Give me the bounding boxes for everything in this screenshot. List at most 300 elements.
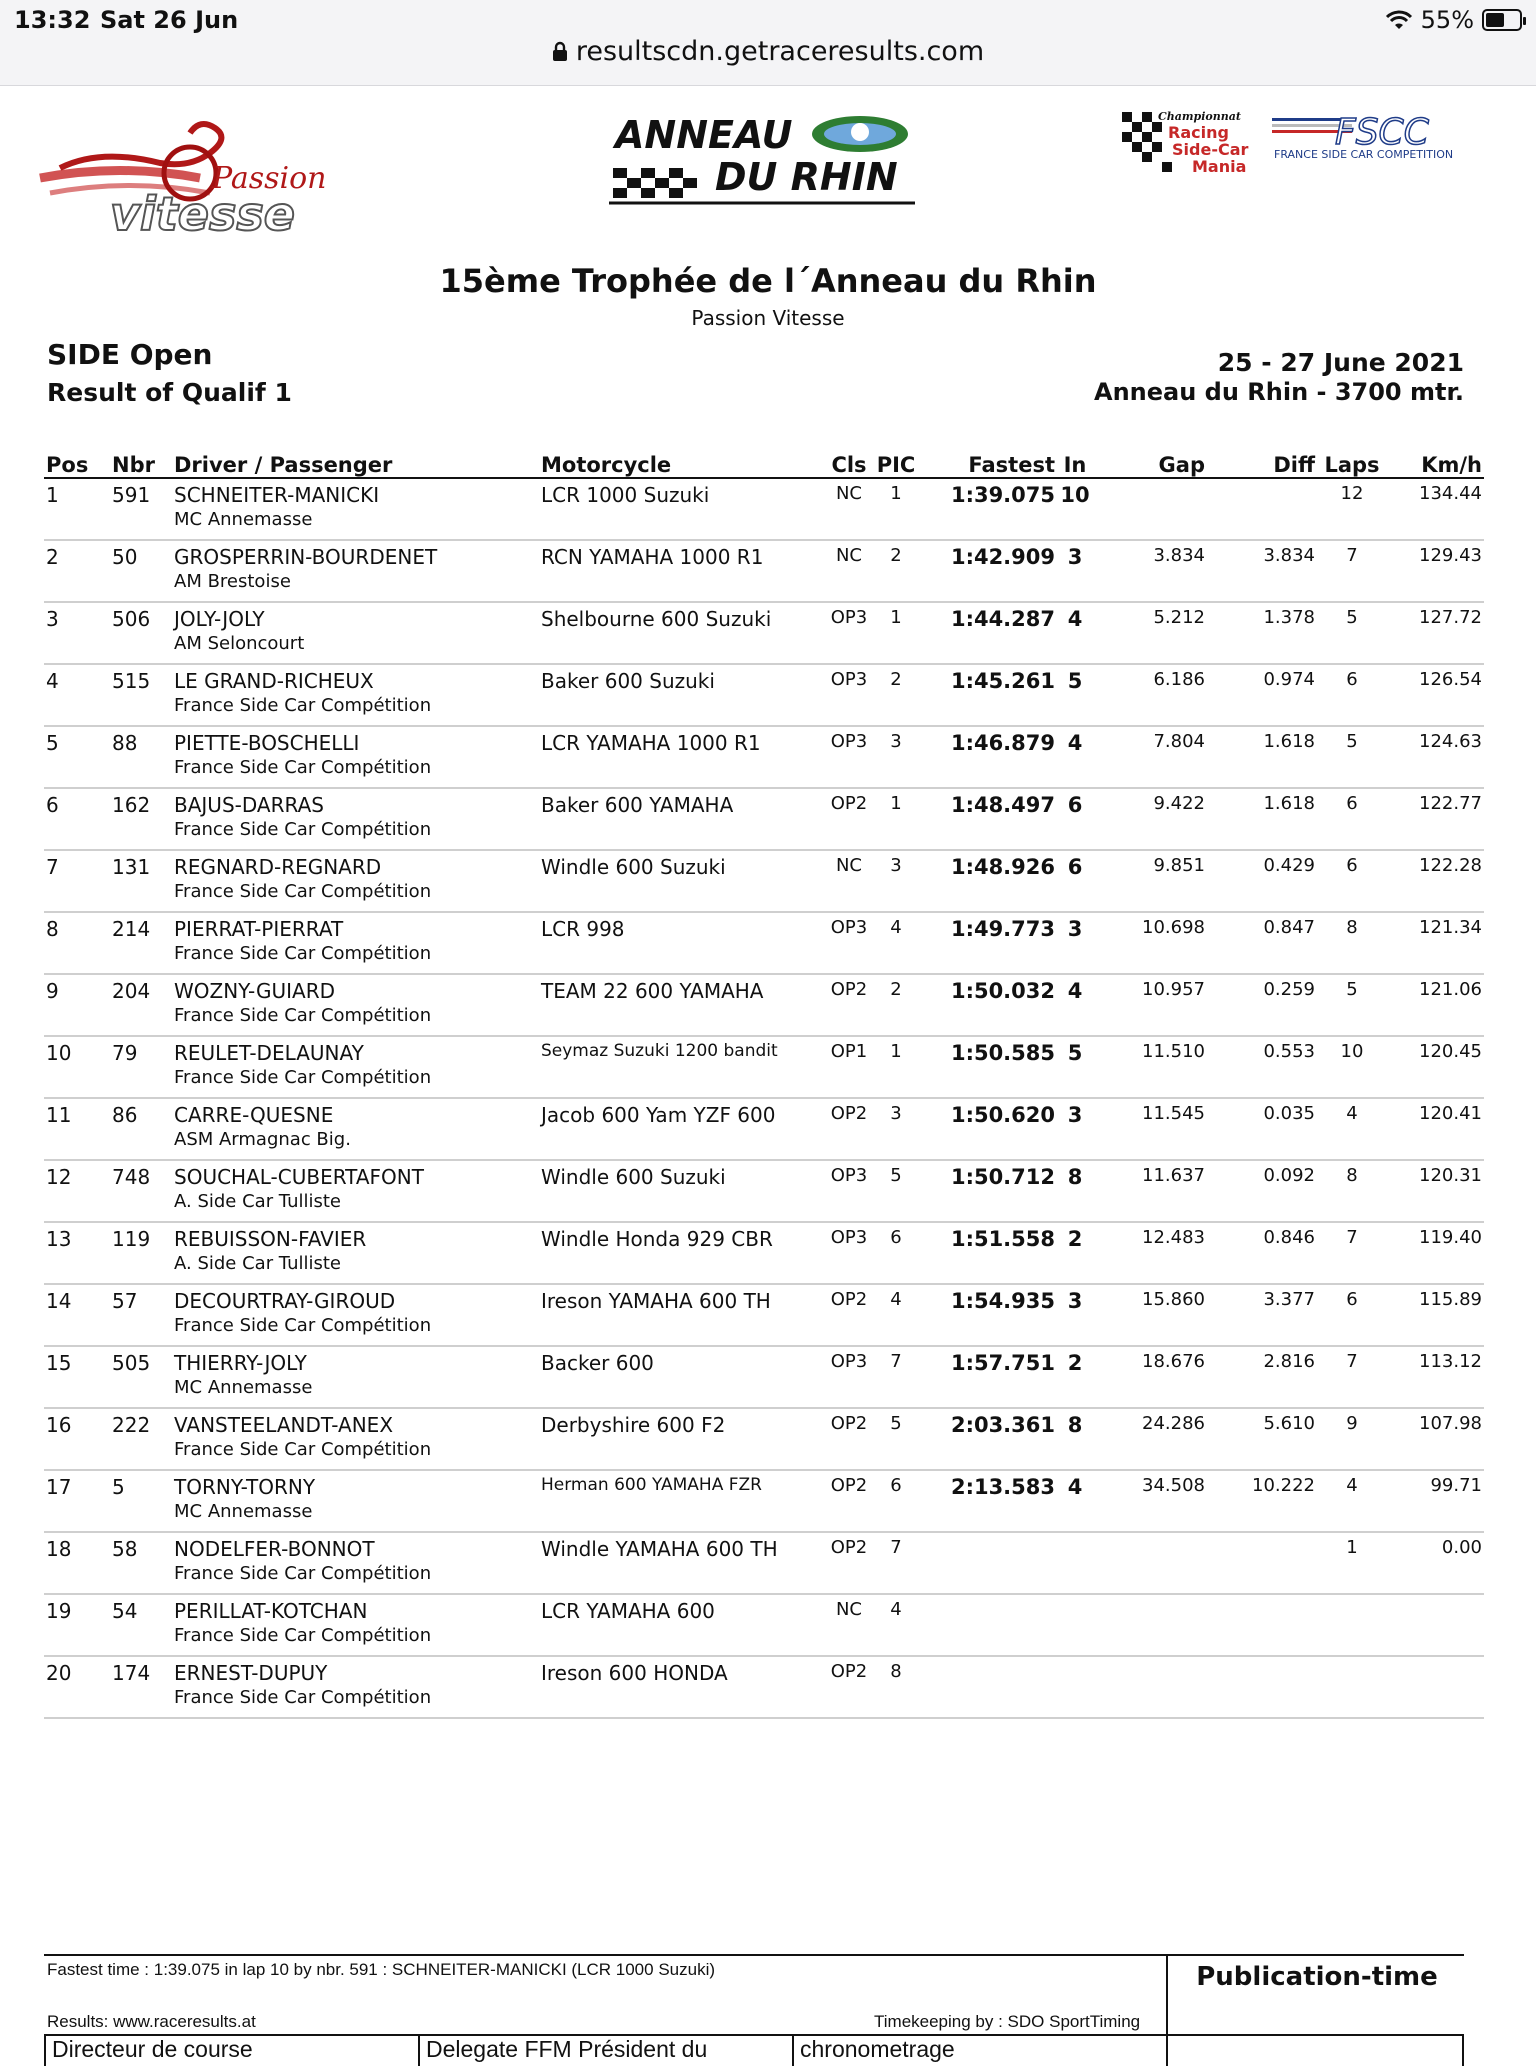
gap-cell: 18.676 bbox=[1093, 1346, 1207, 1408]
nbr-cell: 88 bbox=[110, 726, 172, 788]
nbr-cell: 79 bbox=[110, 1036, 172, 1098]
pic-cell: 4 bbox=[873, 912, 919, 974]
diff-cell: 2.816 bbox=[1207, 1346, 1317, 1408]
diff-cell: 0.847 bbox=[1207, 912, 1317, 974]
pic-cell: 1 bbox=[873, 788, 919, 850]
diff-cell: 0.429 bbox=[1207, 850, 1317, 912]
pic-cell: 4 bbox=[873, 1594, 919, 1656]
pic-cell: 2 bbox=[873, 664, 919, 726]
pos-cell: 3 bbox=[44, 602, 110, 664]
nbr-cell: 54 bbox=[110, 1594, 172, 1656]
cls-cell: OP3 bbox=[825, 1346, 873, 1408]
nbr-cell: 222 bbox=[110, 1408, 172, 1470]
nbr-cell: 506 bbox=[110, 602, 172, 664]
driver-cell bbox=[172, 1036, 539, 1098]
gap-cell: 5.212 bbox=[1093, 602, 1207, 664]
motorcycle-cell: Windle 600 Suzuki bbox=[539, 1160, 825, 1222]
laps-cell: 12 bbox=[1317, 478, 1387, 540]
kmh-cell: 0.00 bbox=[1387, 1532, 1484, 1594]
pic-cell: 6 bbox=[873, 1222, 919, 1284]
fastest-cell: 2:13.583 bbox=[919, 1470, 1057, 1532]
pic-cell: 1 bbox=[873, 602, 919, 664]
motorcycle-cell: Windle YAMAHA 600 TH bbox=[539, 1532, 825, 1594]
pos-cell: 20 bbox=[44, 1656, 110, 1718]
nbr-cell: 86 bbox=[110, 1098, 172, 1160]
table-row bbox=[44, 602, 1484, 664]
club-name: France Side Car Compétition bbox=[174, 1005, 432, 1026]
cls-cell: OP2 bbox=[825, 1408, 873, 1470]
in-cell: 6 bbox=[1057, 850, 1093, 912]
event-title: 15ème Trophée de l´Anneau du Rhin bbox=[439, 262, 1097, 300]
passion-vitesse-logo bbox=[40, 108, 370, 241]
battery-level bbox=[1486, 13, 1504, 27]
table-row bbox=[44, 1222, 1484, 1284]
driver-name: THIERRY-JOLY bbox=[174, 1351, 307, 1375]
pos-cell: 13 bbox=[44, 1222, 110, 1284]
passion-logo-word: Passion bbox=[212, 161, 327, 196]
pos-cell: 19 bbox=[44, 1594, 110, 1656]
gap-cell: 10.698 bbox=[1093, 912, 1207, 974]
driver-cell bbox=[172, 1160, 539, 1222]
driver-cell bbox=[172, 1098, 539, 1160]
gap-cell bbox=[1093, 1532, 1207, 1594]
laps-cell: 5 bbox=[1317, 974, 1387, 1036]
pos-cell: 2 bbox=[44, 540, 110, 602]
cls-cell: NC bbox=[825, 850, 873, 912]
driver-cell bbox=[172, 912, 539, 974]
driver-name: CARRE-QUESNE bbox=[174, 1103, 334, 1127]
in-cell: 6 bbox=[1057, 788, 1093, 850]
diff-cell: 3.834 bbox=[1207, 540, 1317, 602]
club-name: MC Annemasse bbox=[174, 509, 313, 530]
status-indicators bbox=[1385, 6, 1522, 34]
in-cell: 3 bbox=[1057, 912, 1093, 974]
cls-cell: OP2 bbox=[825, 1098, 873, 1160]
driver-name: BAJUS-DARRAS bbox=[174, 793, 324, 817]
fscc-racing-text: Racing bbox=[1168, 123, 1229, 142]
vitesse-logo-word: vitesse bbox=[110, 187, 295, 241]
cls-cell: NC bbox=[825, 478, 873, 540]
club-name: MC Annemasse bbox=[174, 1501, 313, 1522]
table-row bbox=[44, 788, 1484, 850]
cls-cell: OP2 bbox=[825, 1470, 873, 1532]
kmh-cell: 122.77 bbox=[1387, 788, 1484, 850]
diff-cell: 1.378 bbox=[1207, 602, 1317, 664]
nbr-cell: 57 bbox=[110, 1284, 172, 1346]
cls-cell: OP3 bbox=[825, 602, 873, 664]
anneau-du-rhin-logo bbox=[605, 110, 925, 210]
kmh-cell: 126.54 bbox=[1387, 664, 1484, 726]
driver-name: PIERRAT-PIERRAT bbox=[174, 917, 344, 941]
pic-cell: 3 bbox=[873, 726, 919, 788]
driver-cell bbox=[172, 1346, 539, 1408]
motorcycle-cell: Backer 600 bbox=[539, 1346, 825, 1408]
kmh-cell: 107.98 bbox=[1387, 1408, 1484, 1470]
table-row bbox=[44, 726, 1484, 788]
diff-cell: 0.974 bbox=[1207, 664, 1317, 726]
col-header-gap: Gap bbox=[1093, 452, 1207, 478]
cls-cell: NC bbox=[825, 540, 873, 602]
cls-cell: NC bbox=[825, 1594, 873, 1656]
diff-cell bbox=[1207, 1532, 1317, 1594]
pos-cell: 14 bbox=[44, 1284, 110, 1346]
gap-cell: 10.957 bbox=[1093, 974, 1207, 1036]
driver-name: PIETTE-BOSCHELLI bbox=[174, 731, 360, 755]
diff-cell: 1.618 bbox=[1207, 726, 1317, 788]
fastest-cell: 1:48.926 bbox=[919, 850, 1057, 912]
driver-name: JOLY-JOLY bbox=[174, 607, 265, 631]
pic-cell: 4 bbox=[873, 1284, 919, 1346]
col-header-diff: Diff bbox=[1207, 452, 1317, 478]
diff-cell: 10.222 bbox=[1207, 1470, 1317, 1532]
pos-cell: 7 bbox=[44, 850, 110, 912]
driver-cell bbox=[172, 478, 539, 540]
nbr-cell: 58 bbox=[110, 1532, 172, 1594]
nbr-cell: 119 bbox=[110, 1222, 172, 1284]
table-row bbox=[44, 850, 1484, 912]
in-cell: 8 bbox=[1057, 1160, 1093, 1222]
table-row bbox=[44, 974, 1484, 1036]
pos-cell: 5 bbox=[44, 726, 110, 788]
table-row bbox=[44, 540, 1484, 602]
fastest-cell: 2:03.361 bbox=[919, 1408, 1057, 1470]
gap-cell: 15.860 bbox=[1093, 1284, 1207, 1346]
diff-cell: 0.035 bbox=[1207, 1098, 1317, 1160]
club-name: AM Brestoise bbox=[174, 571, 291, 592]
laps-cell: 6 bbox=[1317, 788, 1387, 850]
motorcycle-cell: Herman 600 YAMAHA FZR bbox=[539, 1470, 825, 1532]
club-name: France Side Car Compétition bbox=[174, 1439, 432, 1460]
event-subtitle: Passion Vitesse bbox=[691, 306, 845, 330]
laps-cell: 7 bbox=[1317, 540, 1387, 602]
motorcycle-cell: Ireson 600 HONDA bbox=[539, 1656, 825, 1718]
nbr-cell: 505 bbox=[110, 1346, 172, 1408]
kmh-cell: 119.40 bbox=[1387, 1222, 1484, 1284]
in-cell: 4 bbox=[1057, 1470, 1093, 1532]
motorcycle-cell: Jacob 600 Yam YZF 600 bbox=[539, 1098, 825, 1160]
col-header-laps: Laps bbox=[1317, 452, 1387, 478]
cls-cell: OP3 bbox=[825, 1160, 873, 1222]
driver-cell bbox=[172, 1532, 539, 1594]
kmh-cell: 127.72 bbox=[1387, 602, 1484, 664]
driver-name: DECOURTRAY-GIROUD bbox=[174, 1289, 396, 1313]
kmh-cell: 134.44 bbox=[1387, 478, 1484, 540]
club-name: France Side Car Compétition bbox=[174, 1625, 432, 1646]
driver-cell bbox=[172, 1222, 539, 1284]
col-header-driver: Driver / Passenger bbox=[172, 452, 539, 478]
club-name: France Side Car Compétition bbox=[174, 695, 432, 716]
pos-cell: 12 bbox=[44, 1160, 110, 1222]
driver-cell bbox=[172, 540, 539, 602]
col-header-pos: Pos bbox=[44, 452, 110, 478]
table-row bbox=[44, 664, 1484, 726]
pos-cell: 1 bbox=[44, 478, 110, 540]
laps-cell: 8 bbox=[1317, 912, 1387, 974]
fastest-cell: 1:50.620 bbox=[919, 1098, 1057, 1160]
pos-cell: 15 bbox=[44, 1346, 110, 1408]
laps-cell: 6 bbox=[1317, 1284, 1387, 1346]
kmh-cell: 113.12 bbox=[1387, 1346, 1484, 1408]
in-cell: 3 bbox=[1057, 540, 1093, 602]
driver-cell bbox=[172, 1470, 539, 1532]
driver-name: LE GRAND-RICHEUX bbox=[174, 669, 374, 693]
in-cell: 4 bbox=[1057, 602, 1093, 664]
fastest-cell bbox=[919, 1594, 1057, 1656]
driver-name: TORNY-TORNY bbox=[174, 1475, 316, 1499]
in-cell bbox=[1057, 1532, 1093, 1594]
gap-cell: 12.483 bbox=[1093, 1222, 1207, 1284]
in-cell: 2 bbox=[1057, 1346, 1093, 1408]
laps-cell: 6 bbox=[1317, 850, 1387, 912]
driver-cell bbox=[172, 602, 539, 664]
col-header-pic: PIC bbox=[873, 452, 919, 478]
event-dates: 25 - 27 June 2021 bbox=[1217, 348, 1464, 377]
driver-name: VANSTEELANDT-ANEX bbox=[174, 1413, 394, 1437]
table-row bbox=[44, 912, 1484, 974]
signature-ffm-delegate: Delegate FFM Président du bbox=[418, 2036, 792, 2066]
cls-cell: OP1 bbox=[825, 1036, 873, 1098]
fastest-cell: 1:54.935 bbox=[919, 1284, 1057, 1346]
driver-name: NODELFER-BONNOT bbox=[174, 1537, 375, 1561]
pos-cell: 8 bbox=[44, 912, 110, 974]
nbr-cell: 515 bbox=[110, 664, 172, 726]
in-cell: 5 bbox=[1057, 664, 1093, 726]
in-cell: 4 bbox=[1057, 974, 1093, 1036]
publication-time-label: Publication-time bbox=[1196, 1962, 1438, 1992]
table-row bbox=[44, 478, 1484, 540]
cls-cell: OP2 bbox=[825, 788, 873, 850]
motorcycle-cell: Windle 600 Suzuki bbox=[539, 850, 825, 912]
url-text: resultscdn.getraceresults.com bbox=[575, 36, 985, 67]
results-body bbox=[44, 478, 1484, 1718]
nbr-cell: 50 bbox=[110, 540, 172, 602]
driver-name: REULET-DELAUNAY bbox=[174, 1041, 364, 1065]
kmh-cell: 129.43 bbox=[1387, 540, 1484, 602]
table-row bbox=[44, 1594, 1484, 1656]
cls-cell: OP2 bbox=[825, 974, 873, 1036]
driver-cell bbox=[172, 974, 539, 1036]
cls-cell: OP3 bbox=[825, 726, 873, 788]
laps-cell: 5 bbox=[1317, 726, 1387, 788]
fastest-cell: 1:57.751 bbox=[919, 1346, 1057, 1408]
driver-name: ERNEST-DUPUY bbox=[174, 1661, 328, 1685]
driver-name: WOZNY-GUIARD bbox=[174, 979, 335, 1003]
gap-cell: 3.834 bbox=[1093, 540, 1207, 602]
diff-cell bbox=[1207, 1594, 1317, 1656]
club-name: France Side Car Compétition bbox=[174, 881, 432, 902]
fastest-cell: 1:39.075 bbox=[919, 478, 1057, 540]
club-name: ASM Armagnac Big. bbox=[174, 1129, 351, 1150]
pic-cell: 7 bbox=[873, 1532, 919, 1594]
driver-name: REBUISSON-FAVIER bbox=[174, 1227, 367, 1251]
club-name: France Side Car Compétition bbox=[174, 943, 432, 964]
driver-name: SOUCHAL-CUBERTAFONT bbox=[174, 1165, 424, 1189]
driver-cell bbox=[172, 850, 539, 912]
fscc-brand-sub-text: FRANCE SIDE CAR COMPETITION bbox=[1274, 148, 1454, 161]
kmh-cell: 120.45 bbox=[1387, 1036, 1484, 1098]
nbr-cell: 174 bbox=[110, 1656, 172, 1718]
wifi-icon bbox=[1385, 9, 1413, 31]
table-row bbox=[44, 1284, 1484, 1346]
diff-cell: 1.618 bbox=[1207, 788, 1317, 850]
gap-cell: 9.851 bbox=[1093, 850, 1207, 912]
driver-cell bbox=[172, 1656, 539, 1718]
fastest-cell: 1:46.879 bbox=[919, 726, 1057, 788]
laps-cell: 1 bbox=[1317, 1532, 1387, 1594]
results-table bbox=[44, 452, 1484, 1719]
pos-cell: 4 bbox=[44, 664, 110, 726]
fastest-cell: 1:42.909 bbox=[919, 540, 1057, 602]
diff-cell: 3.377 bbox=[1207, 1284, 1317, 1346]
fastest-cell: 1:48.497 bbox=[919, 788, 1057, 850]
motorcycle-cell: Baker 600 Suzuki bbox=[539, 664, 825, 726]
driver-cell bbox=[172, 1284, 539, 1346]
status-time: 13:32 bbox=[14, 6, 91, 34]
cls-cell: OP2 bbox=[825, 1284, 873, 1346]
in-cell: 8 bbox=[1057, 1408, 1093, 1470]
table-row bbox=[44, 1532, 1484, 1594]
du-rhin-logo-word: DU RHIN bbox=[715, 155, 898, 199]
timekeeping-credit: Timekeeping by : SDO SportTiming bbox=[874, 2012, 1141, 2031]
diff-cell: 0.259 bbox=[1207, 974, 1317, 1036]
signature-timekeeping: chronometrage bbox=[792, 2036, 1166, 2066]
diff-cell: 0.846 bbox=[1207, 1222, 1317, 1284]
club-name: France Side Car Compétition bbox=[174, 1067, 432, 1088]
pic-cell: 3 bbox=[873, 850, 919, 912]
fastest-cell: 1:49.773 bbox=[919, 912, 1057, 974]
driver-cell bbox=[172, 664, 539, 726]
pic-cell: 2 bbox=[873, 974, 919, 1036]
in-cell: 3 bbox=[1057, 1098, 1093, 1160]
fastest-cell: 1:44.287 bbox=[919, 602, 1057, 664]
pic-cell: 5 bbox=[873, 1160, 919, 1222]
kmh-cell bbox=[1387, 1594, 1484, 1656]
club-name: A. Side Car Tulliste bbox=[174, 1253, 341, 1274]
pos-cell: 6 bbox=[44, 788, 110, 850]
col-header-motorcycle: Motorcycle bbox=[539, 452, 825, 478]
pic-cell: 5 bbox=[873, 1408, 919, 1470]
fastest-cell: 1:50.712 bbox=[919, 1160, 1057, 1222]
motorcycle-cell: LCR 1000 Suzuki bbox=[539, 478, 825, 540]
in-cell: 4 bbox=[1057, 726, 1093, 788]
laps-cell: 6 bbox=[1317, 664, 1387, 726]
cls-cell: OP2 bbox=[825, 1656, 873, 1718]
fscc-mania-text: Mania bbox=[1192, 157, 1247, 176]
laps-cell: 4 bbox=[1317, 1470, 1387, 1532]
diff-cell: 5.610 bbox=[1207, 1408, 1317, 1470]
driver-name: GROSPERRIN-BOURDENET bbox=[174, 545, 438, 569]
signature-row bbox=[44, 2034, 1464, 2064]
nbr-cell: 162 bbox=[110, 788, 172, 850]
club-name: France Side Car Compétition bbox=[174, 1687, 432, 1708]
fastest-cell bbox=[919, 1532, 1057, 1594]
motorcycle-cell: Seymaz Suzuki 1200 bandit bbox=[539, 1036, 825, 1098]
club-name: France Side Car Compétition bbox=[174, 1563, 432, 1584]
cls-cell: OP3 bbox=[825, 1222, 873, 1284]
fastest-cell: 1:51.558 bbox=[919, 1222, 1057, 1284]
pic-cell: 3 bbox=[873, 1098, 919, 1160]
pos-cell: 16 bbox=[44, 1408, 110, 1470]
fscc-championnat-text: Championnat bbox=[1158, 110, 1241, 123]
address-bar[interactable] bbox=[0, 36, 1536, 67]
results-url: Results: www.raceresults.at bbox=[47, 2012, 256, 2031]
gap-cell: 24.286 bbox=[1093, 1408, 1207, 1470]
motorcycle-cell: Baker 600 YAMAHA bbox=[539, 788, 825, 850]
driver-name: REGNARD-REGNARD bbox=[174, 855, 382, 879]
col-header-nbr: Nbr bbox=[110, 452, 172, 478]
nbr-cell: 131 bbox=[110, 850, 172, 912]
gap-cell: 9.422 bbox=[1093, 788, 1207, 850]
driver-name: SCHNEITER-MANICKI bbox=[174, 483, 380, 507]
kmh-cell: 115.89 bbox=[1387, 1284, 1484, 1346]
col-header-cls: Cls bbox=[825, 452, 873, 478]
gap-cell bbox=[1093, 1656, 1207, 1718]
col-header-kmh: Km/h bbox=[1387, 452, 1484, 478]
fastest-time-note: Fastest time : 1:39.075 in lap 10 by nbr. 591 : SCHNEITER-MANICKI (LCR 1000 Suzuki) bbox=[47, 1960, 716, 1979]
gap-cell: 6.186 bbox=[1093, 664, 1207, 726]
in-cell: 2 bbox=[1057, 1222, 1093, 1284]
motorcycle-cell: TEAM 22 600 YAMAHA bbox=[539, 974, 825, 1036]
lock-icon bbox=[552, 41, 568, 61]
fscc-brand-text: FSCC bbox=[1335, 112, 1429, 153]
status-bar bbox=[0, 0, 1536, 86]
pic-cell: 7 bbox=[873, 1346, 919, 1408]
cls-cell: OP2 bbox=[825, 1532, 873, 1594]
in-cell bbox=[1057, 1594, 1093, 1656]
driver-cell bbox=[172, 788, 539, 850]
motorcycle-cell: Shelbourne 600 Suzuki bbox=[539, 602, 825, 664]
anneau-du-rhin-logo-graphic bbox=[605, 110, 925, 210]
driver-name: PERILLAT-KOTCHAN bbox=[174, 1599, 368, 1623]
laps-cell bbox=[1317, 1594, 1387, 1656]
table-row bbox=[44, 1470, 1484, 1532]
pic-cell: 1 bbox=[873, 1036, 919, 1098]
motorcycle-cell: Ireson YAMAHA 600 TH bbox=[539, 1284, 825, 1346]
kmh-cell: 121.06 bbox=[1387, 974, 1484, 1036]
kmh-cell: 122.28 bbox=[1387, 850, 1484, 912]
table-row bbox=[44, 1036, 1484, 1098]
kmh-cell: 121.34 bbox=[1387, 912, 1484, 974]
kmh-cell: 124.63 bbox=[1387, 726, 1484, 788]
table-header-row bbox=[44, 452, 1484, 478]
in-cell bbox=[1057, 1656, 1093, 1718]
pic-cell: 6 bbox=[873, 1470, 919, 1532]
laps-cell: 8 bbox=[1317, 1160, 1387, 1222]
cls-cell: OP3 bbox=[825, 664, 873, 726]
kmh-cell: 120.41 bbox=[1387, 1098, 1484, 1160]
pos-cell: 17 bbox=[44, 1470, 110, 1532]
battery-percent: 55% bbox=[1420, 6, 1474, 34]
laps-cell bbox=[1317, 1656, 1387, 1718]
motorcycle-cell: Derbyshire 600 F2 bbox=[539, 1408, 825, 1470]
laps-cell: 9 bbox=[1317, 1408, 1387, 1470]
gap-cell: 7.804 bbox=[1093, 726, 1207, 788]
table-row bbox=[44, 1160, 1484, 1222]
fscc-logo bbox=[1120, 108, 1500, 188]
status-date: Sat 26 Jun bbox=[100, 6, 239, 34]
in-cell: 3 bbox=[1057, 1284, 1093, 1346]
category-title: SIDE Open bbox=[47, 338, 213, 371]
signature-race-director: Directeur de course bbox=[44, 2036, 418, 2066]
club-name: France Side Car Compétition bbox=[174, 757, 432, 778]
in-cell: 10 bbox=[1057, 478, 1093, 540]
laps-cell: 5 bbox=[1317, 602, 1387, 664]
nbr-cell: 214 bbox=[110, 912, 172, 974]
table-row bbox=[44, 1098, 1484, 1160]
table-row bbox=[44, 1408, 1484, 1470]
laps-cell: 4 bbox=[1317, 1098, 1387, 1160]
fscc-sidecar-text: Side-Car bbox=[1172, 140, 1249, 159]
